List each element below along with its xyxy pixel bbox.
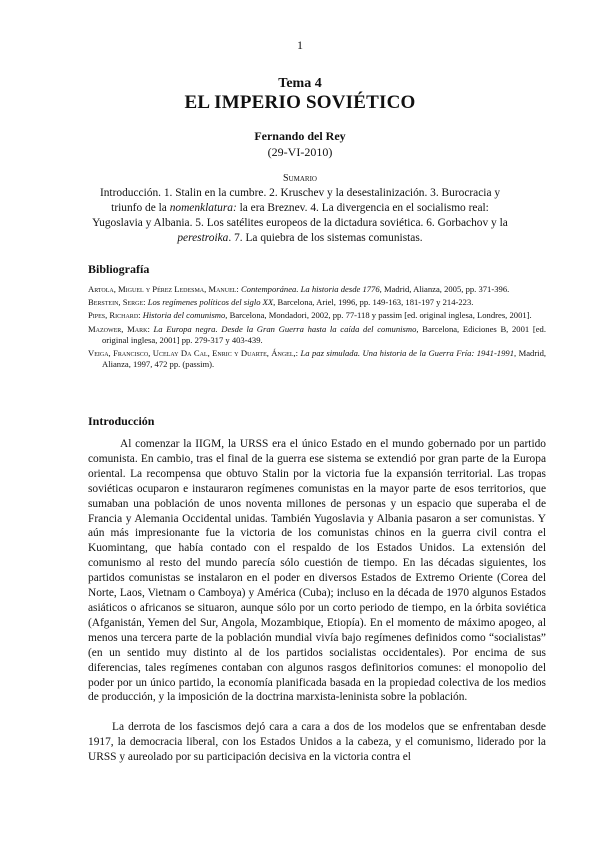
bib-title: La paz simulada. Una historia de la Guerra Fría: 1941-1991 <box>300 348 514 359</box>
bib-details: , Barcelona, Ediciones B, 2001 [ed. original inglesa, 2001] pp. 279-317 y 403-439. <box>102 323 546 345</box>
summary-text <box>88 186 512 246</box>
bib-title: Los regímenes políticos del siglo XX <box>147 297 274 308</box>
introduction-heading: Introducción <box>88 414 155 428</box>
body-paragraph-1: Al comenzar la IIGM, la URSS era el único Estado en el mundo gobernado por un partido comunista. En cambio, tras el final de la guerra ese sistema se extendió por gran parte de la Europa oriental. La recompensa que obtuvo Stalin por la victoria fue la expansión territorial. Las tropas soviéticas ocuparon e instauraron regímenes comunistas en la mayor parte de esos territorios, que sumaban una población de unos noventa millones de personas y un espacio que superaba el de Francia y Alemania Occidental unidas. También Yugoslavia y Albania pasaron a ser comunistas. Y aún más impresionante fue la victoria de los comunistas chinos en la guerra civil contra el Kuomintang, que había contado con el respaldo de los Estados Unidos. La extensión del comunismo al resto del mundo parecía sólo cuestión de tiempo. En las décadas siguientes, los partidos comunistas se instalaron en el poder en diversos Estados de Extremo Oriente (Corea del Norte, Laos, Vietnam o Camboya) y América (Cuba); incluso en la década de 1970 algunos Estados asiáticos o africanos se situaron, aunque sólo por un corto periodo de tiempo, en la órbita soviética (Afganistán, Yemen del Sur, Angola, Mozambique, Etiopía). En el momento de máximo apogeo, al menos una tercera parte de la población mundial vivía bajo regímenes definidos como “socialistas” (en un sentido muy distinto al de los partidos socialistas occidentales). Por encima de sus diferencias, tales regímenes contaban con algunos rasgos definitorios comunes: el monopolio del poder por un único partido, la economía planificada basada en la propiedad colectiva de los medios de producción, y la imposición de la doctrina marxista-leninista sobre la población. <box>88 438 546 704</box>
body-paragraph-2: La derrota de los fascismos dejó cara a cara a dos de los modelos que se enfrentaban desde 1917, la democracia liberal, con los Estados Unidos a la cabeza, y el comunismo, liderado por la URSS y aureolado por su participación decisiva en la victoria contra el <box>88 721 546 764</box>
summary-italic-1: nomenklatura: <box>169 202 237 214</box>
summary-heading: Sumario <box>283 173 317 184</box>
bib-authors: Pipes, Richard: <box>88 310 141 321</box>
chapter-label: Tema 4 <box>278 76 322 91</box>
bibliography-item <box>88 324 546 346</box>
bib-authors: Berstein, Serge: <box>88 297 146 308</box>
bibliography-heading: Bibliografía <box>88 262 150 276</box>
summary-text-part-2: la era Breznev. 4. La divergencia en el socialismo real: Yugoslavia y Albania. 5. Los satélites europeos de la dictadura soviética. 6. Gorbachov y la <box>92 202 508 229</box>
bib-authors: Artola, Miguel y Pérez Ledesma, Manuel: <box>88 284 239 294</box>
bib-details: , Madrid, Alianza, 2005, pp. 371-396. <box>379 284 510 294</box>
page-title: EL IMPERIO SOVIÉTICO <box>184 92 416 113</box>
bib-authors: Veiga, Francisco, Ucelay Da Cal, Enric y Duarte, Ángel,: <box>88 348 299 359</box>
page-number: 1 <box>297 38 303 52</box>
bib-details: , Madrid, Alianza, 1997, 472 pp. (passim). <box>102 348 547 370</box>
bib-title: La Europa negra. Desde la Gran Guerra hasta la caída del comunismo <box>153 323 417 334</box>
bib-details: , Barcelona, Ariel, 1996, pp. 149-163, 181-197 y 214-223. <box>273 297 474 308</box>
summary-text-part-3: . 7. La quiebra de los sistemas comunistas. <box>228 232 423 244</box>
bib-title: Historia del comunismo <box>142 310 226 321</box>
bibliography-list <box>88 284 546 372</box>
bibliography-item <box>88 297 546 308</box>
author-name: Fernando del Rey <box>254 129 346 143</box>
bib-title: Contemporánea. La historia desde 1776 <box>240 284 380 294</box>
document-date: (29-VI-2010) <box>267 145 333 159</box>
bibliography-item <box>88 284 546 295</box>
summary-text-part-1: Introducción. 1. Stalin en la cumbre. 2. Kruschev y la desestalinización. 3. Burocracia y triunfo de la <box>99 187 501 214</box>
summary-italic-2: perestroika <box>177 232 229 244</box>
bibliography-item <box>88 310 546 321</box>
bib-authors: Mazower, Mark: <box>88 323 150 334</box>
bibliography-item <box>88 348 546 370</box>
bib-details: , Barcelona, Mondadori, 2002, pp. 77-118 y passim [ed. original inglesa, Londres, 2001]. <box>225 310 532 321</box>
